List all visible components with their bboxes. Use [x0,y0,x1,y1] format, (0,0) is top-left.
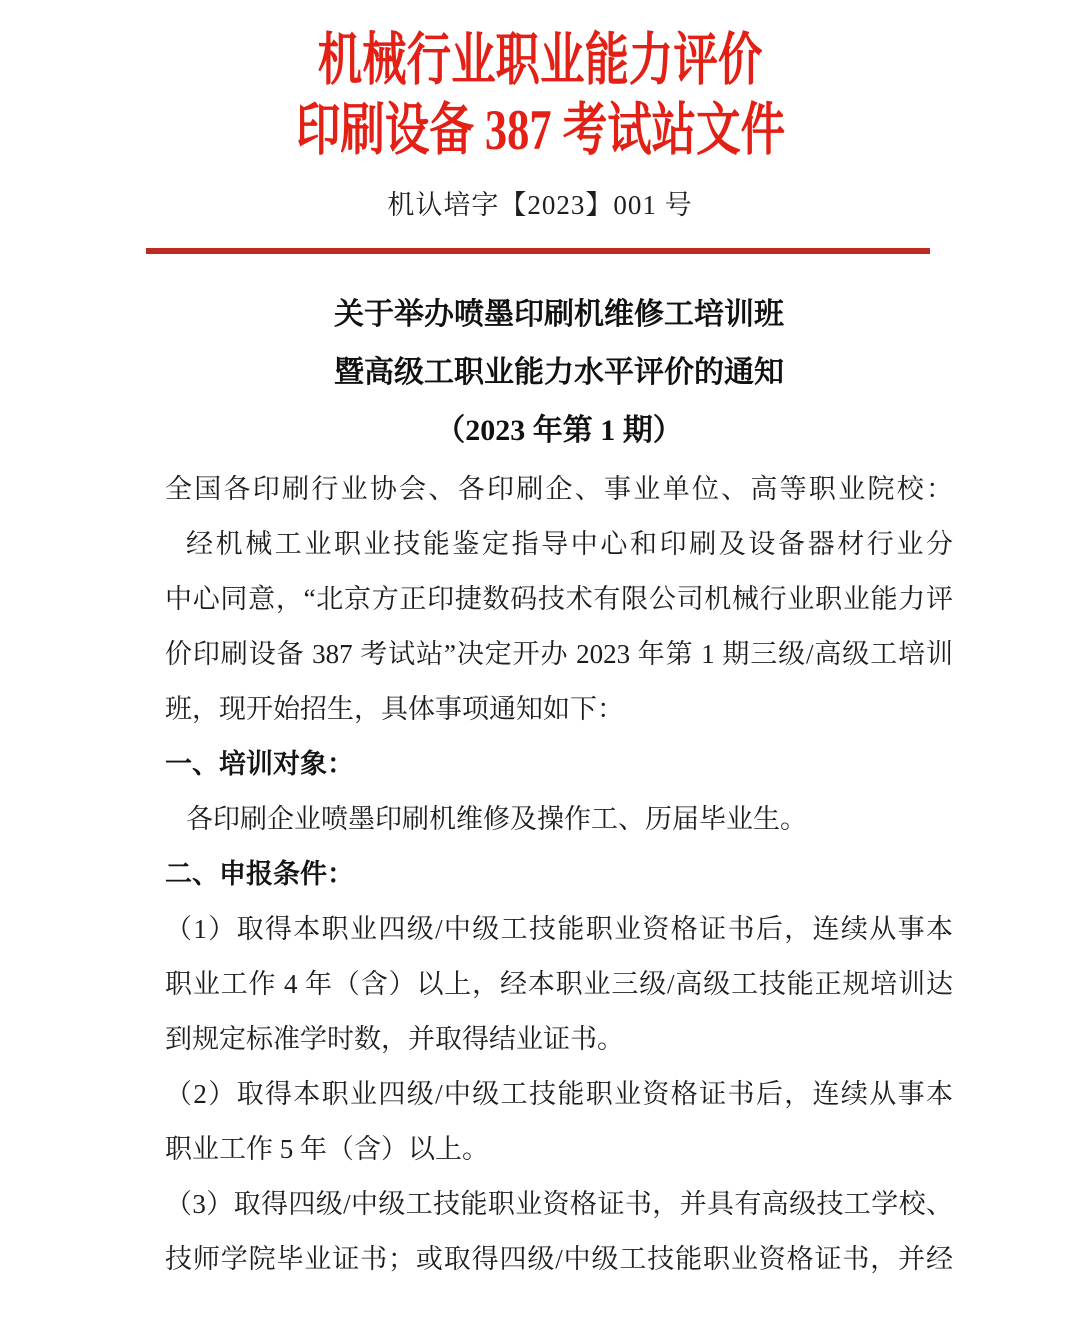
body-line-2: 经机械工业职业技能鉴定指导中心和印刷及设备器材行业分 [186,529,953,559]
body-line-6: 一、培训对象： [165,749,354,779]
red-divider-rule [146,248,930,254]
document-number: 机认培字【2023】001 号 [387,190,693,220]
notice-title-line2: 暨高级工职业能力水平评价的通知 [334,356,784,389]
notice-title-line1: 关于举办喷墨印刷机维修工培训班 [334,298,784,331]
document-body [0,462,1080,1287]
body-line-1: 全国各印刷行业协会、各印刷企、事业单位、高等职业院校： [165,474,953,504]
notice-title [0,286,1080,460]
body-line-9: （1）取得本职业四级/中级工技能职业资格证书后，连续从事本 [165,914,953,944]
body-line-14: （3）取得四级/中级工技能职业资格证书，并具有高级技工学校、 [165,1189,953,1219]
body-line-4: 价印刷设备 387 考试站”决定开办 2023 年第 1 期三级/高级工培训 [165,639,953,669]
body-line-10: 职业工作 4 年（含）以上，经本职业三级/高级工技能正规培训达 [165,969,953,999]
body-line-12: （2）取得本职业四级/中级工技能职业资格证书后，连续从事本 [165,1079,953,1109]
body-line-3: 中心同意，“北京方正印捷数码技术有限公司机械行业职业能力评 [165,584,953,614]
notice-title-line3: （2023 年第 1 期） [435,414,683,447]
body-line-7: 各印刷企业喷墨印刷机维修及操作工、历届毕业生。 [186,804,807,834]
letterhead [0,0,1080,254]
body-line-11: 到规定标准学时数，并取得结业证书。 [165,1024,624,1054]
letterhead-title-line2 [0,96,1080,166]
body-line-5: 班，现开始招生，具体事项通知如下： [165,694,624,724]
body-line-15: 技师学院毕业证书；或取得四级/中级工技能职业资格证书，并经 [165,1244,953,1274]
letterhead-title-line2-text: 印刷设备 387 考试站文件 [295,99,785,162]
letterhead-title-line1 [0,26,1080,96]
body-line-13: 职业工作 5 年（含）以上。 [165,1134,489,1164]
letterhead-title-line1-text: 机械行业职业能力评价 [317,29,763,92]
body-line-8: 二、申报条件： [165,859,354,889]
